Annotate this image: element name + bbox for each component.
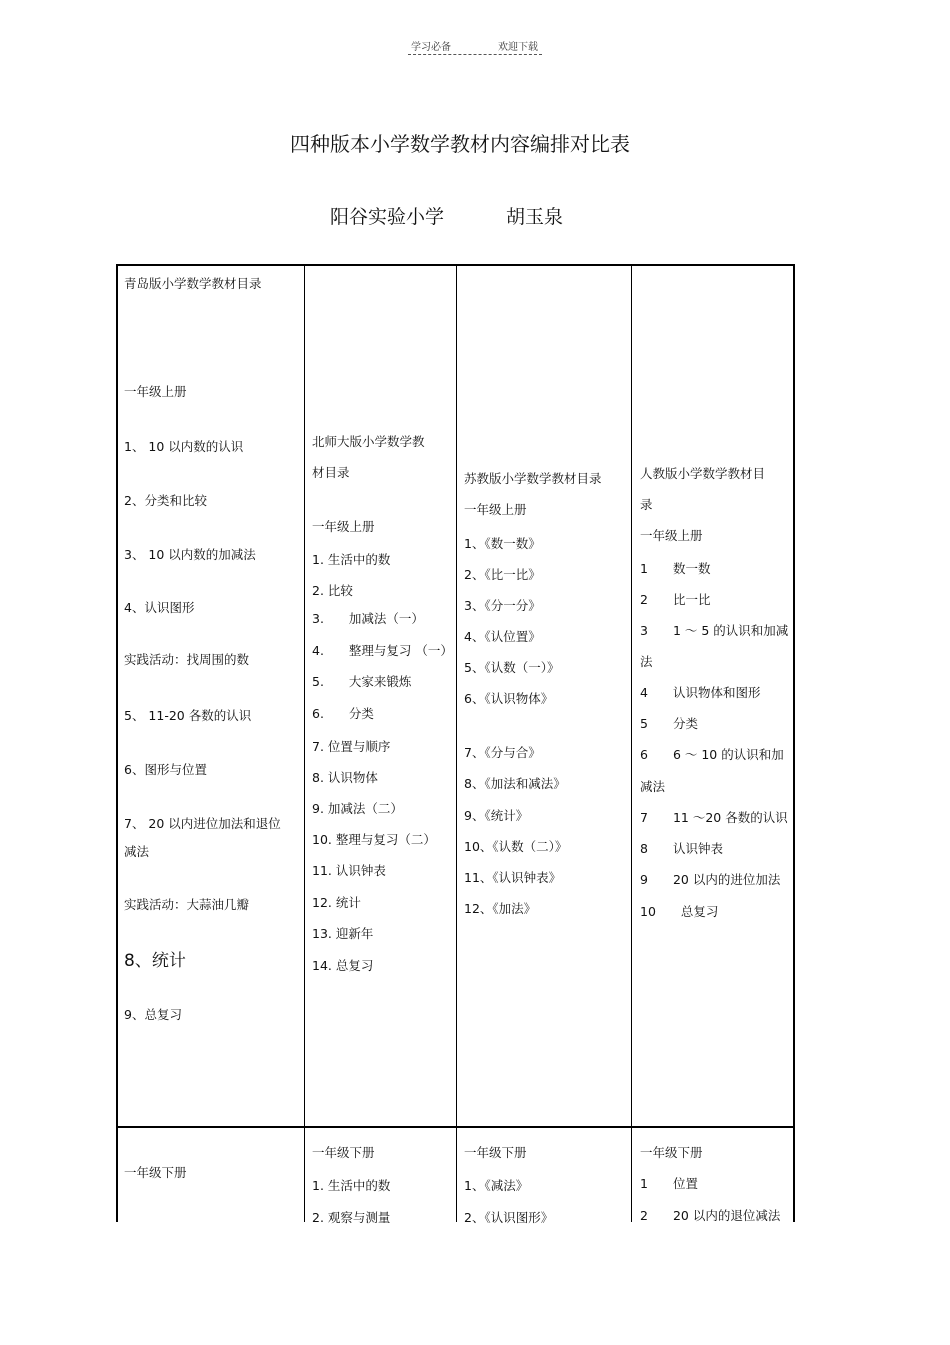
list-item: 5 分类 (640, 716, 698, 731)
list-item: 7、《分与合》 (464, 745, 541, 760)
list-item: 4、《认位置》 (464, 629, 541, 644)
author-name: 胡玉泉 (506, 206, 564, 228)
list-item: 1、《减法》 (464, 1178, 529, 1193)
list-item: 9、《统计》 (464, 808, 529, 823)
list-item: 12、《加法》 (464, 901, 537, 916)
col3-grade2: 一年级下册 (464, 1145, 527, 1160)
list-item: 1 数一数 (640, 561, 711, 576)
list-item: 10 总复习 (640, 904, 719, 919)
list-item: 2 比一比 (640, 592, 711, 607)
col2-heading: 北师大版小学数学教 (312, 434, 425, 449)
list-item: 法 (640, 654, 653, 669)
list-item: 实践活动：大蒜油几瓣 (124, 897, 250, 912)
page-header (0, 38, 950, 58)
list-item: 11. 认识钟表 (312, 863, 386, 878)
header-left: 学习必备 (411, 42, 451, 53)
list-item: 3 1 ～ 5 的认识和加减 (640, 623, 789, 638)
school-name: 阳谷实验小学 (330, 206, 445, 228)
col4-heading-cont: 录 (640, 497, 653, 512)
list-item: 2、《认识图形》 (464, 1210, 554, 1225)
col4-grade: 一年级上册 (640, 528, 703, 543)
list-item: 9、总复习 (124, 1007, 182, 1022)
author-line (330, 202, 563, 229)
list-item: 减法 (124, 844, 150, 859)
row-divider (116, 1126, 795, 1128)
list-item: 1. 生活中的数 (312, 1178, 391, 1193)
list-item: 减法 (640, 779, 666, 794)
list-item: 4、认识图形 (124, 600, 195, 615)
col3-grade: 一年级上册 (464, 502, 527, 517)
list-item: 1 位置 (640, 1176, 698, 1191)
col3-heading: 苏教版小学数学教材目录 (464, 471, 602, 486)
list-item: 3、《分一分》 (464, 598, 541, 613)
list-item: 2、《比一比》 (464, 567, 541, 582)
list-item: 12. 统计 (312, 895, 361, 910)
list-item: 3、 10 以内数的加减法 (124, 547, 256, 562)
list-item: 6、图形与位置 (124, 762, 207, 777)
list-item: 6. 分类 (312, 706, 374, 721)
list-item: 8 认识钟表 (640, 841, 723, 856)
list-item: 1、 10 以内数的认识 (124, 439, 244, 454)
list-item: 8、《加法和减法》 (464, 776, 566, 791)
list-item: 13. 迎新年 (312, 926, 374, 941)
list-item: 8. 认识物体 (312, 770, 378, 785)
list-item: 10. 整理与复习（二） (312, 832, 436, 847)
column-divider (456, 264, 457, 1222)
list-item: 7、 20 以内进位加法和退位 (124, 816, 281, 831)
list-item: 4 认识物体和图形 (640, 685, 761, 700)
list-item: 6、《认识物体》 (464, 691, 554, 706)
list-item: 9. 加减法（二） (312, 801, 403, 816)
list-item: 5、 11-20 各数的认识 (124, 708, 252, 723)
list-item: 7. 位置与顺序 (312, 739, 391, 754)
list-item: 10、《认数（二）》 (464, 839, 568, 854)
column-divider (631, 264, 632, 1222)
list-item: 4. 整理与复习 （一） (312, 643, 453, 658)
col4-grade2: 一年级下册 (640, 1145, 703, 1160)
column-divider (304, 264, 305, 1222)
col2-heading-cont: 材目录 (312, 465, 350, 480)
page-title: 四种版本小学数学教材内容编排对比表 (290, 132, 630, 156)
col4-heading: 人教版小学数学教材目 (640, 466, 766, 481)
list-item: 5、《认数（一）》 (464, 660, 560, 675)
list-item: 2. 比较 (312, 583, 353, 598)
col1-grade: 一年级上册 (124, 384, 187, 399)
list-item: 2 20 以内的退位减法 (640, 1208, 781, 1223)
col2-grade: 一年级上册 (312, 519, 375, 534)
list-item: 5. 大家来锻炼 (312, 674, 412, 689)
list-item: 2、分类和比较 (124, 493, 207, 508)
list-item: 1、《数一数》 (464, 536, 541, 551)
col1-heading: 青岛版小学数学教材目录 (124, 276, 262, 291)
header-right: 欢迎下载 (498, 42, 538, 53)
col2-grade2: 一年级下册 (312, 1145, 375, 1160)
list-item: 14. 总复习 (312, 958, 374, 973)
list-item: 7 11 ～20 各数的认识 (640, 810, 788, 825)
list-item: 1. 生活中的数 (312, 552, 391, 567)
list-item: 3. 加减法（一） (312, 611, 424, 626)
list-item: 8、统计 (124, 951, 186, 971)
col1-grade2: 一年级下册 (124, 1165, 187, 1180)
header-divider (408, 54, 542, 55)
list-item: 2. 观察与测量 (312, 1210, 391, 1225)
list-item: 6 6 ～ 10 的认识和加 (640, 747, 784, 762)
list-item: 9 20 以内的进位加法 (640, 872, 781, 887)
list-item: 11、《认识钟表》 (464, 870, 562, 885)
list-item: 实践活动：找周围的数 (124, 652, 250, 667)
